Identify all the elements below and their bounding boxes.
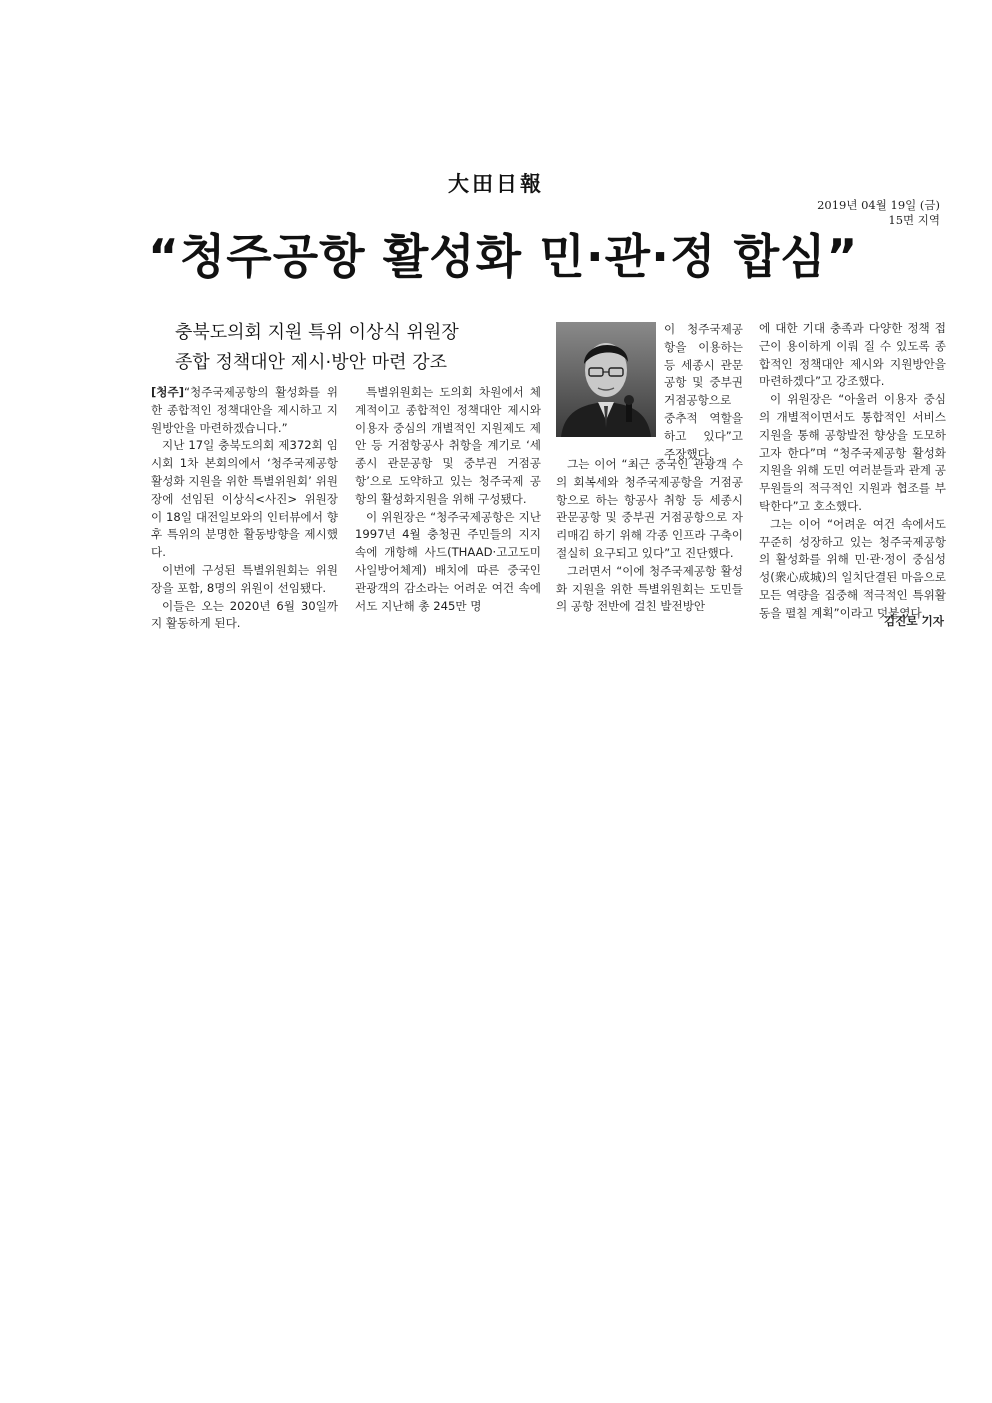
body-paragraph: 이 위원장은 “청주국제공항은 지난 1997년 4월 충청권 주민들의 지지 속에 개항해 사드(THAAD·고고도미사일방어체계) 배치에 따른 중국인 관광객의 감소라는 어려운 여건 속에서도 지난해 총 245만 명	[355, 509, 541, 613]
page-section: 15면 지역	[888, 213, 940, 227]
location-tag: [청주]	[151, 385, 184, 399]
body-paragraph: 특별위원회는 도의회 차원에서 체계적이고 종합적인 정책대안 제시와 이용자 중심의 개별적인 지원제도 제안 등 거점항공사 취항을 계기로 ‘세종시 관문공항 및 중부권 거점공항’으로 도약하고 있는 청주국제 공항의 활성화지원을 위해 구성됐다.	[355, 385, 541, 506]
body-paragraph: 지난 17일 충북도의회 제372회 임시회 1차 본회의에서 ‘청주국제공항 활성화 지원을 위한 특별위원회’ 위원장에 선임된 이상식<사진> 위원장이 18일 대전일보와의 인터뷰에서 향후 특위의 분명한 활동방향을 제시했다.	[151, 438, 338, 560]
body-paragraph: 이들은 오는 2020년 6월 30일까지 활동하게 된다.	[151, 598, 338, 631]
body-paragraph: 그는 이어 “어려운 여건 속에서도 꾸준히 성장하고 있는 청주국제공항의 활성화를 위해 민·관·정이 중심성성(衆心成城)의 일치단결된 마음으로 모든 역량을 집중해 적극적인 특위활동을 펼칠 계획”이라고 덧붙였다.	[759, 516, 946, 620]
article-column-4	[759, 320, 946, 623]
publication-date: 2019년 04월 19일 (금)	[817, 198, 940, 212]
body-paragraph: 이 위원장은 “아울러 이용자 중심의 개별적이면서도 통합적인 서비스 지원을 통해 공항발전 향상을 도모하고자 한다”며 “청주국제공항 활성화 지원을 위해 도민 여러분들과 관계 공무원들의 적극적인 지원과 협조를 부탁한다”고 호소했다.	[759, 392, 946, 513]
article-subheads	[175, 318, 459, 378]
article-column-3	[556, 456, 743, 616]
body-paragraph: 이번에 구성된 특별위원회는 위원장을 포함, 8명의 위원이 선임됐다.	[151, 562, 338, 595]
body-paragraph: 그는 이어 “최근 중국인 관광객 수의 회복세와 청주국제공항을 거점공항으로 하는 항공사 취항 등 세종시 관문공항 및 중부권 거점공항으로 자리매김 하기 위해 각종 인프라 구축이 절실히 요구되고 있다”고 진단했다.	[556, 457, 743, 560]
article-column-1	[151, 384, 338, 633]
portrait-photo-icon	[556, 322, 656, 437]
body-paragraph: 이 청주국제공항을 이용하는 등 세종시 관문공항 및 중부권 거점공항으로 중추적 역할을 하고 있다”고 주장했다.	[664, 322, 743, 461]
body-paragraph: 그러면서 “이에 청주국제공항 활성화 지원을 위한 특별위원회는 도민들의 공항 전반에 걸친 발전방안	[556, 563, 743, 614]
article-column-3-top	[664, 321, 743, 463]
article-column-2	[355, 384, 541, 615]
lead-paragraph	[151, 384, 338, 437]
reporter-byline: 김진로 기자	[883, 614, 944, 628]
article-headline: “청주공항 활성화 민·관·정 합심”	[148, 230, 859, 285]
newspaper-masthead: 大田日報	[448, 172, 544, 196]
lead-quote: “청주국제공항의 활성화를 위한 종합적인 정책대안을 제시하고 지원방안을 마련하겠습니다.”	[151, 385, 338, 435]
subhead-line-1: 충북도의회 지원 특위 이상식 위원장	[175, 322, 459, 343]
subhead-line-2: 종합 정책대안 제시·방안 마련 강조	[175, 352, 448, 373]
body-paragraph: 에 대한 기대 충족과 다양한 정책 접근이 용이하게 이뤄 질 수 있도록 종합적인 정책대안 제시와 지원방안을 마련하겠다”고 강조했다.	[759, 321, 946, 389]
